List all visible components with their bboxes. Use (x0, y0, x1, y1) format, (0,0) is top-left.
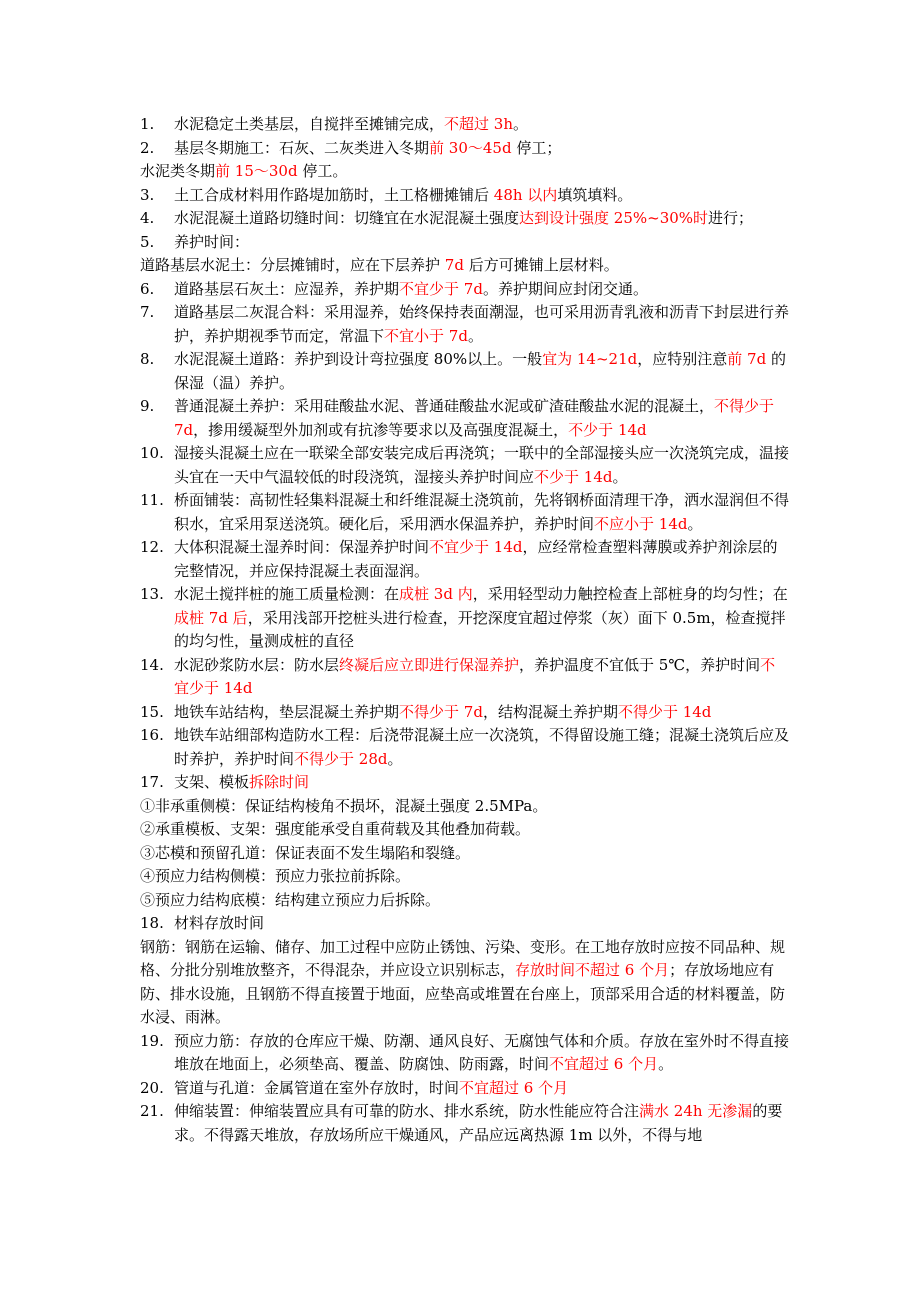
numbered-paragraph (140, 1077, 790, 1101)
paragraph-number: 15. (140, 702, 164, 721)
numbered-paragraph (140, 137, 790, 161)
highlighted-text: 终凝后应立即进行保湿养护 (339, 655, 520, 674)
body-text: 地铁车站结构，垫层混凝土养护期 (174, 702, 400, 721)
body-text: 水泥混凝土道路切缝时间：切缝宜在水泥混凝土强度 (174, 209, 520, 227)
paragraph-number: 10. (140, 444, 164, 462)
body-text: 停工； (511, 138, 562, 157)
numbered-paragraph (140, 654, 790, 701)
body-text: 。 (687, 514, 703, 533)
body-text: ②承重模板、支架：强度能承受自重荷载及其他叠加荷载。 (140, 820, 531, 838)
highlighted-text: 成桩 3d 内 (399, 585, 473, 603)
numbered-paragraph (140, 395, 790, 442)
body-text: 。养护期间应封闭交通。 (482, 279, 648, 298)
highlighted-text: 成桩 7d 后 (174, 608, 248, 627)
body-text: 进行； (708, 209, 754, 227)
body-text: 。 (612, 467, 628, 486)
body-text: 水泥类冬期 (140, 162, 216, 180)
highlighted-text: 不宜少于 7d (399, 279, 483, 298)
highlighted-text: 满水 24h 无渗漏 (639, 1102, 753, 1120)
paragraph-number: 9. (140, 397, 155, 415)
numbered-paragraph (140, 489, 790, 536)
body-text: 普通混凝土养护：采用硅酸盐水泥、普通硅酸盐水泥或矿渣硅酸盐水泥的混凝土， (174, 397, 715, 415)
body-text: 后方可摊铺上层材料。 (463, 256, 619, 274)
paragraph-number: 2. (140, 138, 155, 157)
body-text: 的要求。不得露天堆放，存放场所应干燥通风，产品应远离热源 1m 以外，不得与地 (174, 1102, 783, 1144)
body-text: ，结构混凝土养护期 (482, 702, 618, 721)
body-text: ⑤预应力结构底模：结构建立预应力后拆除。 (140, 890, 441, 909)
highlighted-text: 宜为 14~21d (542, 350, 638, 368)
body-text: 水泥混凝土道路：养护到设计弯拉强度 80%以上。一般 (174, 350, 543, 368)
paragraph (140, 865, 790, 889)
body-text: 材料存放时间 (174, 914, 265, 932)
body-text: 道路基层二灰混合料：采用湿养，始终保持表面潮湿，也可采用沥青乳液和沥青下封层进行养护，养护期视季节而定，常温下 (174, 303, 790, 345)
highlighted-text: 前 7d (727, 350, 767, 368)
body-text: 大体积混凝土湿养时间：保湿养护时间 (174, 538, 430, 556)
numbered-paragraph (140, 1030, 790, 1077)
highlighted-text: 不得少于 7d (399, 702, 483, 721)
highlighted-text: 不宜超过 6 个月 (549, 1055, 659, 1073)
body-text: ，应经常检查塑料薄膜或养护剂涂层的完整情况，并应保持混凝土表面湿润。 (174, 538, 778, 580)
highlighted-text: 不得少于 7d (174, 397, 779, 439)
highlighted-text: 前 15～30d (215, 162, 298, 180)
numbered-paragraph (140, 1100, 790, 1147)
highlighted-text: 前 30～45d (429, 138, 512, 157)
highlighted-text: 拆除时间 (249, 773, 310, 791)
numbered-paragraph (140, 348, 790, 395)
paragraph-number: 5. (140, 232, 155, 251)
paragraph (140, 818, 790, 842)
body-text: 湿接头混凝土应在一联梁全部安装完成后再浇筑；一联中的全部湿接头应一次浇筑完成，温接头宜在一天中气温较低的时段浇筑，湿接头养护时间应 (174, 444, 790, 486)
document-body (140, 113, 790, 1147)
body-text: 的保湿（温）养护。 (174, 350, 786, 392)
numbered-paragraph (140, 231, 790, 255)
body-text: 管道与孔道：金属管道在室外存放时，时间 (174, 1078, 460, 1097)
body-text: 预应力筋：存放的仓库应干燥、防潮、通风良好、无腐蚀气体和介质。存放在室外时不得直接堆放在地面上，必须垫高、覆盖、防腐蚀、防雨露，时间 (174, 1031, 790, 1073)
paragraph-number: 12. (140, 538, 164, 556)
paragraph-number: 16. (140, 726, 164, 744)
numbered-paragraph (140, 278, 790, 302)
body-text: 停工。 (297, 162, 348, 180)
paragraph-number: 7. (140, 303, 155, 321)
body-text: 道路基层水泥土：分层摊铺时，应在下层养护 (140, 256, 445, 274)
body-text: 。 (513, 115, 529, 133)
body-text: 养护时间： (174, 232, 250, 251)
paragraph-number: 3. (140, 185, 155, 204)
paragraph-number: 11. (140, 491, 164, 509)
body-text: 基层冬期施工：石灰、二灰类进入冬期 (174, 138, 430, 157)
paragraph-number: 1. (140, 115, 155, 133)
body-text: 。 (658, 1055, 674, 1073)
paragraph-number: 18. (140, 914, 164, 932)
body-text: 水泥砂浆防水层：防水层 (174, 655, 340, 674)
body-text: ，掺用缓凝型外加剂或有抗渗等要求以及高强度混凝土， (193, 420, 569, 439)
paragraph-number: 4. (140, 209, 155, 227)
paragraph-number: 6. (140, 279, 155, 298)
body-text: 填筑填料。 (557, 185, 633, 204)
highlighted-text: 不宜超过 6 个月 (459, 1078, 569, 1097)
body-text: ④预应力结构侧模：预应力张拉前拆除。 (140, 867, 411, 885)
body-text: 桥面铺装：高韧性轻集料混凝土和纤维混凝土浇筑前，先将钢桥面清理干净，洒水湿润但不得积水，宜采用泵送浇筑。硬化后，采用洒水保温养护，养护时间 (174, 491, 790, 533)
paragraph (140, 795, 790, 819)
highlighted-text: 7d (444, 256, 464, 274)
body-text: 伸缩装置：伸缩装置应具有可靠的防水、排水系统，防水性能应符合注 (174, 1102, 640, 1120)
numbered-paragraph (140, 536, 790, 583)
numbered-paragraph (140, 442, 790, 489)
paragraph (140, 936, 790, 1030)
body-text: ，采用浅部开挖桩头进行检查，开挖深度宜超过停浆（灰）面下 0.5m，检查搅拌的均匀性，量测成桩的直径 (174, 608, 786, 650)
body-text: ，采用轻型动力触控检查上部桩身的均匀性；在 (472, 585, 788, 603)
numbered-paragraph (140, 207, 790, 231)
body-text: 道路基层石灰土：应湿养，养护期 (174, 279, 400, 298)
highlighted-text: 不得少于 28d (294, 749, 388, 768)
paragraph-number: 20. (140, 1078, 164, 1097)
highlighted-text: 48h 以内 (493, 185, 558, 204)
body-text: ，应特别注意 (637, 350, 728, 368)
highlighted-text: 达到设计强度 25%~30%时 (519, 209, 709, 227)
paragraph-number: 14. (140, 655, 164, 674)
body-text: 。 (387, 749, 403, 768)
highlighted-text: 不宜少于 14d (174, 655, 776, 697)
numbered-paragraph (140, 771, 790, 795)
paragraph (140, 160, 790, 184)
paragraph (140, 842, 790, 866)
body-text: ；存放场地应有防、排水设施，且钢筋不得直接置于地面，应垫高或堆置在台座上，顶部采用合适的材料覆盖，防水浸、雨淋。 (140, 961, 786, 1026)
body-text: 支架、模板 (174, 773, 250, 791)
body-text: ，养护温度不宜低于 5℃，养护时间 (519, 655, 761, 674)
numbered-paragraph (140, 724, 790, 771)
highlighted-text: 不宜小于 7d (384, 326, 468, 345)
highlighted-text: 不应小于 14d (594, 514, 688, 533)
highlighted-text: 存放时间不超过 6 个月 (515, 961, 670, 979)
body-text: 钢筋：钢筋在运输、储存、加工过程中应防止锈蚀、污染、变形。在工地存放时应按不同品种、规格、分批分别堆放整齐，不得混杂，并应设立识别标志， (140, 937, 786, 979)
body-text: 地铁车站细部构造防水工程：后浇带混凝土应一次浇筑，不得留设施工缝；混凝土浇筑后应及时养护，养护时间 (174, 726, 790, 768)
highlighted-text: 不超过 3h (444, 115, 513, 133)
highlighted-text: 不得少于 14d (617, 702, 712, 721)
body-text: 水泥稳定土类基层，自搅拌至摊铺完成， (174, 115, 445, 133)
body-text: ③芯模和预留孔道：保证表面不发生塌陷和裂缝。 (140, 843, 471, 862)
paragraph-number: 21. (140, 1102, 164, 1120)
paragraph-number: 17. (140, 773, 164, 791)
paragraph (140, 254, 790, 278)
paragraph-number: 19. (140, 1031, 164, 1050)
numbered-paragraph (140, 113, 790, 137)
body-text: ①非承重侧模：保证结构棱角不损坏，混凝土强度 2.5MPa。 (140, 796, 548, 815)
body-text: 。 (467, 326, 483, 345)
paragraph-number: 13. (140, 585, 164, 603)
numbered-paragraph (140, 184, 790, 208)
numbered-paragraph (140, 912, 790, 936)
highlighted-text: 不少于 14d (534, 467, 613, 486)
paragraph (140, 889, 790, 913)
numbered-paragraph (140, 701, 790, 725)
highlighted-text: 不宜少于 14d (429, 538, 523, 556)
numbered-paragraph (140, 301, 790, 348)
body-text: 水泥土搅拌桩的施工质量检测：在 (174, 585, 400, 603)
numbered-paragraph (140, 583, 790, 654)
paragraph-number: 8. (140, 350, 155, 368)
body-text: 土工合成材料用作路堤加筋时，土工格栅摊铺后 (174, 185, 494, 204)
highlighted-text: 不少于 14d (568, 420, 647, 439)
